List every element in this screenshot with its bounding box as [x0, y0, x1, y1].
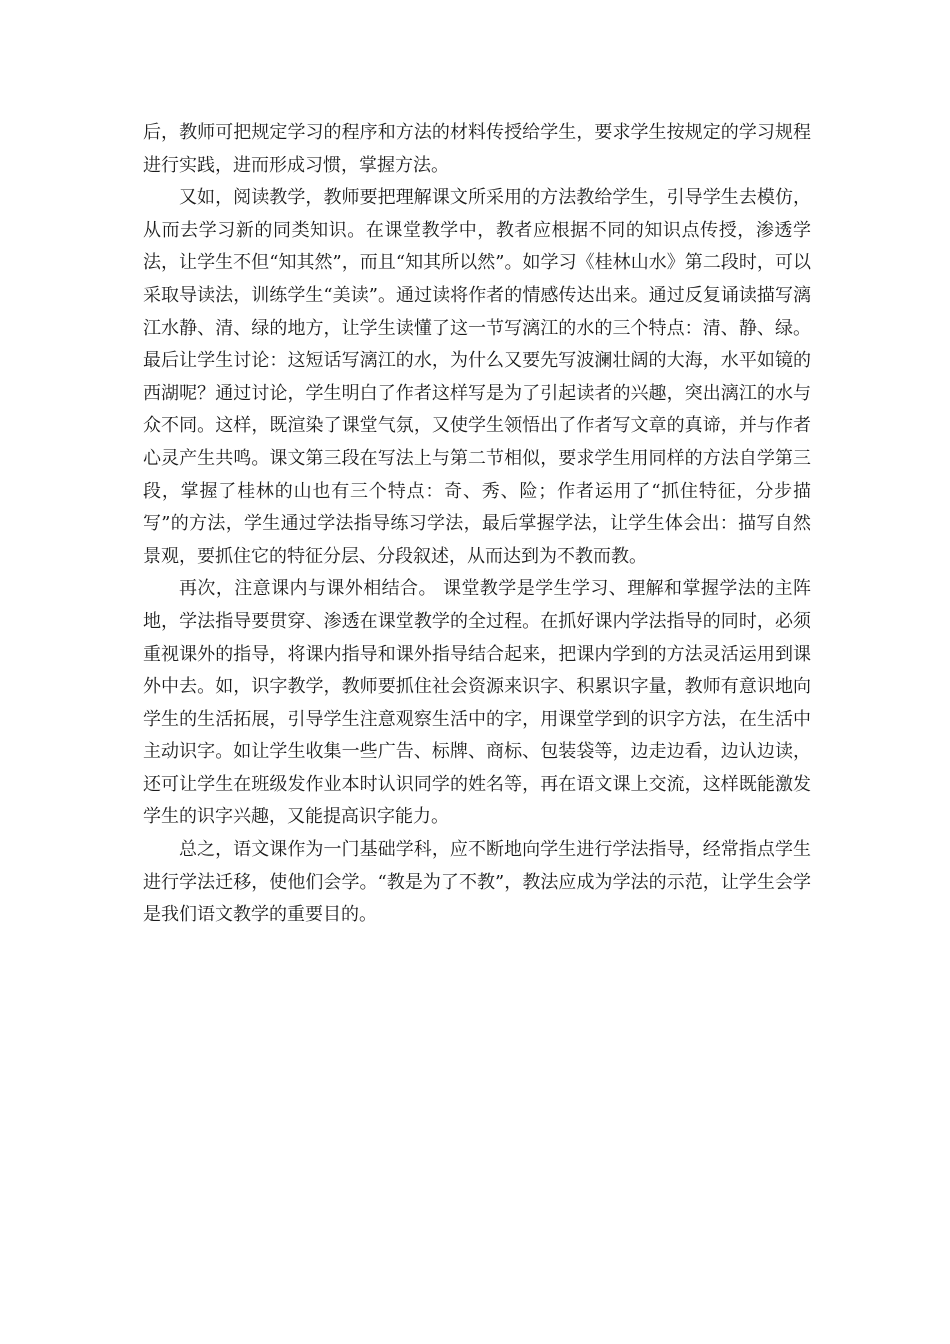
paragraph-3: 再次，注意课内与课外相结合。 课堂教学是学生学习、理解和掌握学法的主阵地，学法指导要贯穿、渗透在课堂教学的全过程。在抓好课内学法指导的同时，必须重视课外的指导，将课内指导和课外指导结合起来，把课内学到的方法灵活运用到课外中去。如，识字教学，教师要抓住社会资源来识字、积累识字量，教师有意识地向学生的生活拓展，引导学生注意观察生活中的字，用课堂学到的识字方法，在生活中主动识字。如让学生收集一些广告、标牌、商标、包装袋等，边走边看，边认边读，还可让学生在班级发作业本时认识同学的姓名等，再在语文课上交流，这样既能激发学生的识字兴趣，又能提高识字能力。	[143, 578, 811, 828]
paragraph-4: 总之，语文课作为一门基础学科，应不断地向学生进行学法指导，经常指点学生进行学法迁移，使他们会学。“教是为了不教”，教法应成为学法的示范，让学生会学是我们语文教学的重要目的。	[143, 839, 811, 926]
document-body	[143, 117, 811, 932]
paragraph-1: 后，教师可把规定学习的程序和方法的材料传授给学生，要求学生按规定的学习规程进行实践，进而形成习惯，掌握方法。	[143, 122, 811, 176]
paragraph-2: 又如，阅读教学，教师要把理解课文所采用的方法教给学生，引导学生去模仿，从而去学习新的同类知识。在课堂教学中，教者应根据不同的知识点传授，渗透学法，让学生不但“知其然”，而且“知其所以然”。如学习《桂林山水》第二段时，可以采取导读法，训练学生“美读”。通过读将作者的情感传达出来。通过反复诵读描写漓江水静、清、绿的地方，让学生读懂了这一节写漓江的水的三个特点：清、静、绿。最后让学生讨论：这短话写漓江的水，为什么又要先写波澜壮阔的大海，水平如镜的西湖呢？通过讨论，学生明白了作者这样写是为了引起读者的兴趣，突出漓江的水与众不同。这样，既渲染了课堂气氛，又使学生领悟出了作者写文章的真谛，并与作者心灵产生共鸣。课文第三段在写法上与第二节相似，要求学生用同样的方法自学第三段，掌握了桂林的山也有三个特点：奇、秀、险；作者运用了“抓住特征，分步描写”的方法，学生通过学法指导练习学法，最后掌握学法，让学生体会出：描写自然景观，要抓住它的特征分层、分段叙述，从而达到为不教而教。	[143, 187, 811, 567]
